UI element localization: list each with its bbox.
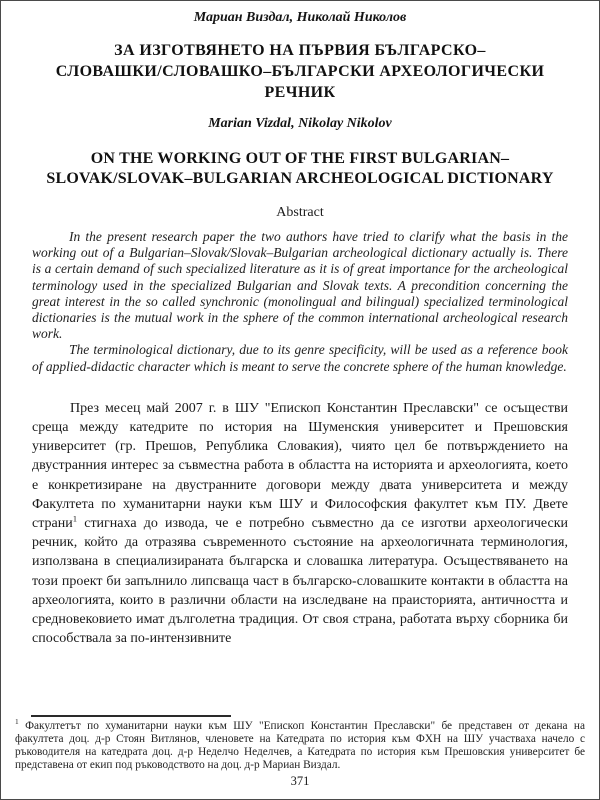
- abstract-paragraph-2: The terminological dictionary, due to its genre specificity, will be used as a reference book of applied-didactic character which is meant to serve the concrete sphere of the human knowledge.: [32, 342, 568, 374]
- body-text-after-footnote: стигнаха до извода, че е потребно съвместно да се изготви археологически речник, който да отразява съвременното състояние на археологичната терминология, използвана в специализираната българска и словашка литература. Осъществяването на този проект би запълнило липсваща част в българско-словашките контакти в областта на археологията, които в различни области на изследване на праисторията, античността и средновековието имат дълголетна традиция. От своя страна, работата върху сборника би способствала за по-интензивните: [32, 516, 568, 647]
- authors-english: Marian Vizdal, Nikolay Nikolov: [208, 116, 392, 131]
- body-text-before-footnote: През месец май 2007 г. в ШУ "Епископ Константин Преславски" се осъществи среща между катедрите по история на Шуменския университет и Прешовския университет (гр. Прешов, Република Словакия), чиято цел бе потвърждението на двустранния интерес за съвместна работа в областта на историята и археологията, което е конкретизиране на двустранните договори между двата университета и между Факултета по хуманитарни науки към ШУ и Философския факултет към ПУ. Двете страни: [32, 400, 568, 532]
- page-number: 371: [290, 774, 310, 788]
- footnote-section: [15, 715, 585, 772]
- title-bulgarian: [32, 40, 568, 103]
- title-bulgarian-line-2: СЛОВАШКИ/СЛОВАШКО–БЪЛГАРСКИ АРХЕОЛОГИЧЕСКИ: [55, 63, 545, 80]
- abstract-paragraph-1: In the present research paper the two authors have tried to clarify what the basis in the working out of a Bulgarian–Slovak/Slovak–Bulgarian archeological dictionary actually is. There is a certain demand of such specialized literature as it is of great importance for the archeological terminology used in the specialized Bulgarian and Slovak texts. A precondition concerning the great interest in the so called synchronic (monolingual and bilingual) specialized terminological dictionaries is the mutual work in the sphere of the common international archeological research work.: [32, 229, 568, 342]
- footnote-paragraph: [15, 717, 585, 772]
- title-english: [32, 149, 568, 189]
- title-english-line-1: ON THE WORKING OUT OF THE FIRST BULGARIAN–: [90, 150, 510, 167]
- footnote-marker: 1: [15, 717, 19, 727]
- title-bulgarian-line-3: РЕЧНИК: [264, 84, 336, 101]
- authors-bulgarian: Мариан Виздал, Николай Николов: [193, 10, 407, 25]
- body-paragraph: [32, 399, 568, 649]
- title-english-line-2: SLOVAK/SLOVAK–BULGARIAN ARCHEOLOGICAL DICTIONARY: [46, 170, 554, 187]
- footnote-separator-rule: [31, 715, 231, 717]
- footnote-text: Факултетът по хуманитарни науки към ШУ "Епископ Константин Преславски" бе представен от декана на факултета доц. д-р Стоян Витлянов, членовете на Катедрата по история към ФХН на ШУ участваха начело с ръководителя на катедрата доц. д-р Неделчо Неделчев, а Катедрата по история към Прешовския университет бе представена от екип под ръководството на доц. д-р Мариан Виздал.: [15, 720, 585, 772]
- abstract-heading: Abstract: [276, 205, 324, 220]
- title-bulgarian-line-1: ЗА ИЗГОТВЯНЕТО НА ПЪРВИЯ БЪЛГАРСКО–: [114, 42, 486, 59]
- footnote-reference-superscript: 1: [72, 513, 78, 524]
